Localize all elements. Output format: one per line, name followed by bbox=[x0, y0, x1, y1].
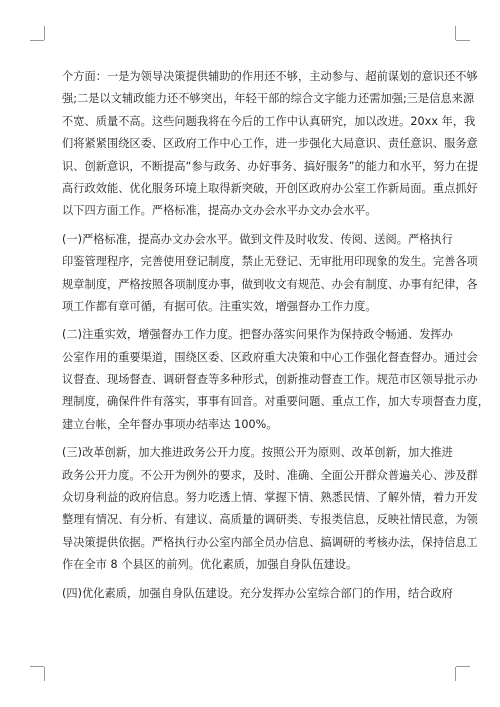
section-1-first-line: (一)严格标准，提高办文办会水平。做到文件及时收发、传阅、送阅。严格执行 bbox=[62, 232, 453, 246]
body-line: 作在全市 8 个县区的前列。优化素质，加强自身队伍建设。 bbox=[62, 558, 358, 572]
body-line: 项工作都有章可循，有据可依。注重实效，增强督办工作力度。 bbox=[62, 299, 377, 313]
body-line: 整理有情况、有分析、有建议、高质量的调研类、专报类信息，反映社情民意，为领 bbox=[62, 513, 478, 527]
body-line: 规章制度，严格按照各项制度办事，做到收文有规范、办会有制度、办事有纪律，各 bbox=[62, 277, 478, 291]
body-line: 强;二是以文辅政能力还不够突出，年轻干部的综合文字能力还需加强;三是信息来源 bbox=[62, 92, 475, 106]
body-line: 个方面：一是为领导决策提供辅助的作用还不够，主动参与、超前谋划的意识还不够 bbox=[62, 70, 478, 83]
body-line: 建立台帐，全年督办事项办结率达 100%。 bbox=[62, 417, 278, 431]
section-4-first-line: (四)优化素质，加强自身队伍建设。充分发挥办公室综合部门的作用，结合政府 bbox=[62, 586, 453, 600]
body-line: 众切身利益的政府信息。努力吃透上情、掌握下情、熟悉民情、了解外情，着力开发 bbox=[62, 491, 478, 505]
body-line: 理制度，确保件件有落实，事事有回音。对重要问题、重点工作，加大专项督查力度， bbox=[62, 395, 490, 409]
crop-mark-top-right-v bbox=[455, 26, 456, 40]
section-3-first-line: (三)改革创新，加大推进政务公开力度。按照公开为原则、改革创新，加大推进 bbox=[62, 446, 453, 460]
crop-mark-bottom-right-h bbox=[456, 666, 470, 667]
crop-mark-top-left-v bbox=[44, 26, 45, 40]
body-line: 识、创新意识，不断提高“参与政务、办好事务、搞好服务”的能力和水平，努力在提 bbox=[62, 159, 479, 173]
body-line: 高行政效能、优化服务环境上取得新突破，开创区政府办公室工作新局面。重点抓好 bbox=[62, 181, 478, 195]
crop-mark-top-left-h bbox=[30, 40, 44, 41]
document-body bbox=[62, 66, 490, 605]
crop-mark-bottom-left-v bbox=[44, 667, 45, 681]
body-line: 们将紧紧围绕区委、区政府工作中心工作，进一步强化大局意识、责任意识、服务意 bbox=[62, 137, 478, 151]
body-line: 导决策提供依据。严格执行办公室内部全员办信息、搞调研的考核办法，保持信息工 bbox=[62, 535, 478, 549]
crop-mark-bottom-right-v bbox=[455, 667, 456, 681]
body-line: 印鉴管理程序，完善使用登记制度，禁止无登记、无审批用印现象的发生。完善各项 bbox=[62, 255, 478, 269]
body-line: 以下四方面工作。严格标准，提高办文办会水平办文办会水平。 bbox=[62, 204, 377, 218]
crop-mark-top-right-h bbox=[456, 40, 470, 41]
body-line: 不宽、质量不高。这些问题我将在今后的工作中认真研究，加以改进。20xx 年，我 bbox=[62, 114, 476, 128]
section-2-first-line: (二)注重实效，增强督办工作力度。把督办落实问果作为保持政令畅通、发挥办 bbox=[62, 328, 453, 342]
body-line: 公室作用的重要渠道，围绕区委、区政府重大决策和中心工作强化督查督办。通过会 bbox=[62, 350, 478, 364]
body-line: 政务公开力度。不公开为例外的要求，及时、准确、全面公开群众普遍关心、涉及群 bbox=[62, 468, 478, 482]
crop-mark-bottom-left-h bbox=[30, 666, 44, 667]
body-line: 议督查、现场督查、调研督查等多种形式，创新推动督查工作。规范市区领导批示办 bbox=[62, 373, 478, 387]
